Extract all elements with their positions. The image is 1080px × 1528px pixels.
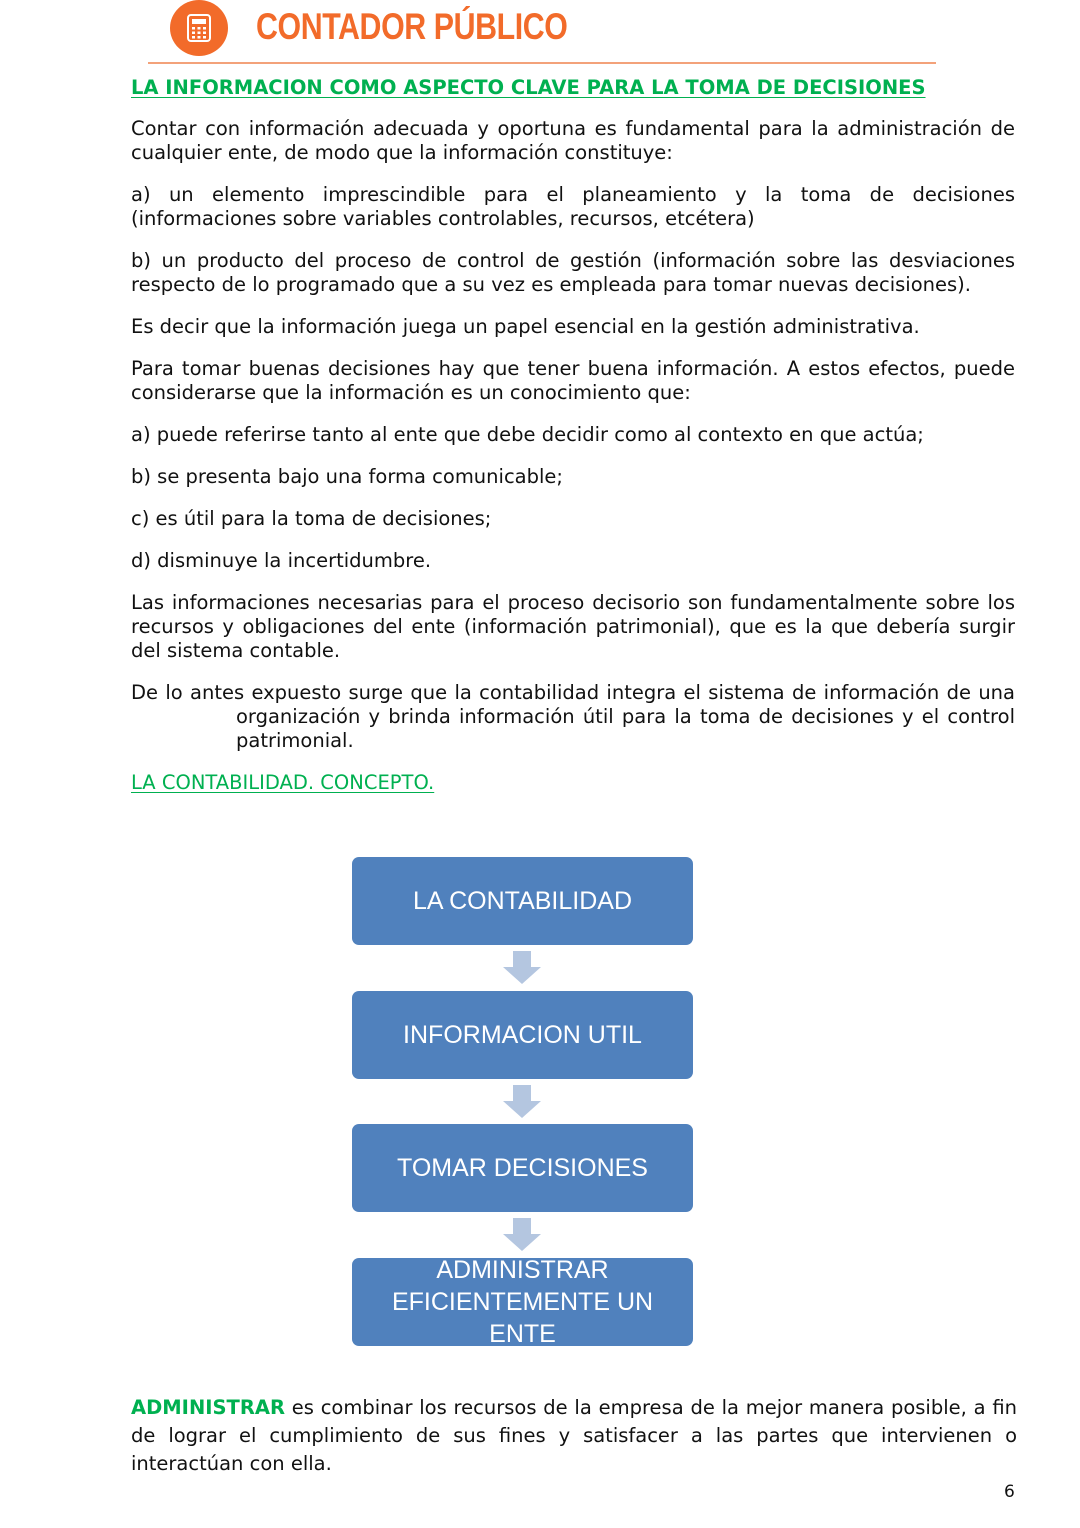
page-number: 6	[1004, 1482, 1015, 1502]
paragraph-knowledge: Para tomar buenas decisiones hay que tener buena información. A estos efectos, puede considerarse que la información es un conocimiento que:	[131, 357, 1015, 404]
down-arrow-icon	[502, 1085, 542, 1119]
down-arrow-icon	[502, 951, 542, 985]
list-item-d: d) disminuye la incertidumbre.	[131, 549, 432, 572]
list-item-c: c) es útil para la toma de decisiones;	[131, 507, 492, 530]
flow-step-contabilidad: LA CONTABILIDAD	[352, 857, 693, 945]
main-content	[131, 76, 1015, 794]
list-item-b: b) se presenta bajo una forma comunicable;	[131, 465, 563, 488]
definition-term: ADMINISTRAR	[131, 1396, 285, 1419]
definition-text: es combinar los recursos de la empresa de la mejor manera posible, a fin de lograr el cumplimiento de sus fines y satisfacer a las partes que intervienen o interactúan con ella.	[131, 1396, 1017, 1475]
flow-step-informacion: INFORMACION UTIL	[352, 991, 693, 1079]
brand-title: CONTADOR PÚBLICO	[256, 6, 568, 47]
list-item-a: a) puede referirse tanto al ente que debe decidir como al contexto en que actúa;	[131, 423, 924, 446]
down-arrow-icon	[502, 1218, 542, 1252]
paragraph-intro: Contar con información adecuada y oportuna es fundamental para la administración de cualquier ente, de modo que la información constituye:	[131, 117, 1015, 164]
logo	[170, 0, 228, 56]
subheading-concept: LA CONTABILIDAD. CONCEPTO.	[131, 771, 435, 794]
paragraph-item-a: a) un elemento imprescindible para el planeamiento y la toma de decisiones (informaciones sobre variables controlables, recursos, etcétera)	[131, 183, 1015, 230]
administrar-definition	[131, 1394, 1017, 1478]
flow-step-administrar: ADMINISTRAR EFICIENTEMENTE UN ENTE	[352, 1258, 693, 1346]
paragraph-item-b: b) un producto del proceso de control de gestión (información sobre las desviaciones respecto de lo programado que a su vez es empleada para tomar nuevas decisiones).	[131, 249, 1015, 296]
header-divider	[148, 62, 936, 64]
page-header	[148, 0, 936, 66]
paragraph-conclusion: De lo antes expuesto surge que la contabilidad integra el sistema de información de una organización y brinda información útil para la toma de decisiones y el control patrimonial.	[131, 681, 1015, 752]
calculator-icon	[187, 14, 211, 42]
section-heading: LA INFORMACION COMO ASPECTO CLAVE PARA LA TOMA DE DECISIONES	[131, 76, 926, 99]
flow-step-decisiones: TOMAR DECISIONES	[352, 1124, 693, 1212]
paragraph-role: Es decir que la información juega un papel esencial en la gestión administrativa.	[131, 315, 920, 338]
paragraph-needs: Las informaciones necesarias para el proceso decisorio son fundamentalmente sobre los recursos y obligaciones del ente (información patrimonial), que es la que debería surgir del sistema contable.	[131, 591, 1015, 662]
